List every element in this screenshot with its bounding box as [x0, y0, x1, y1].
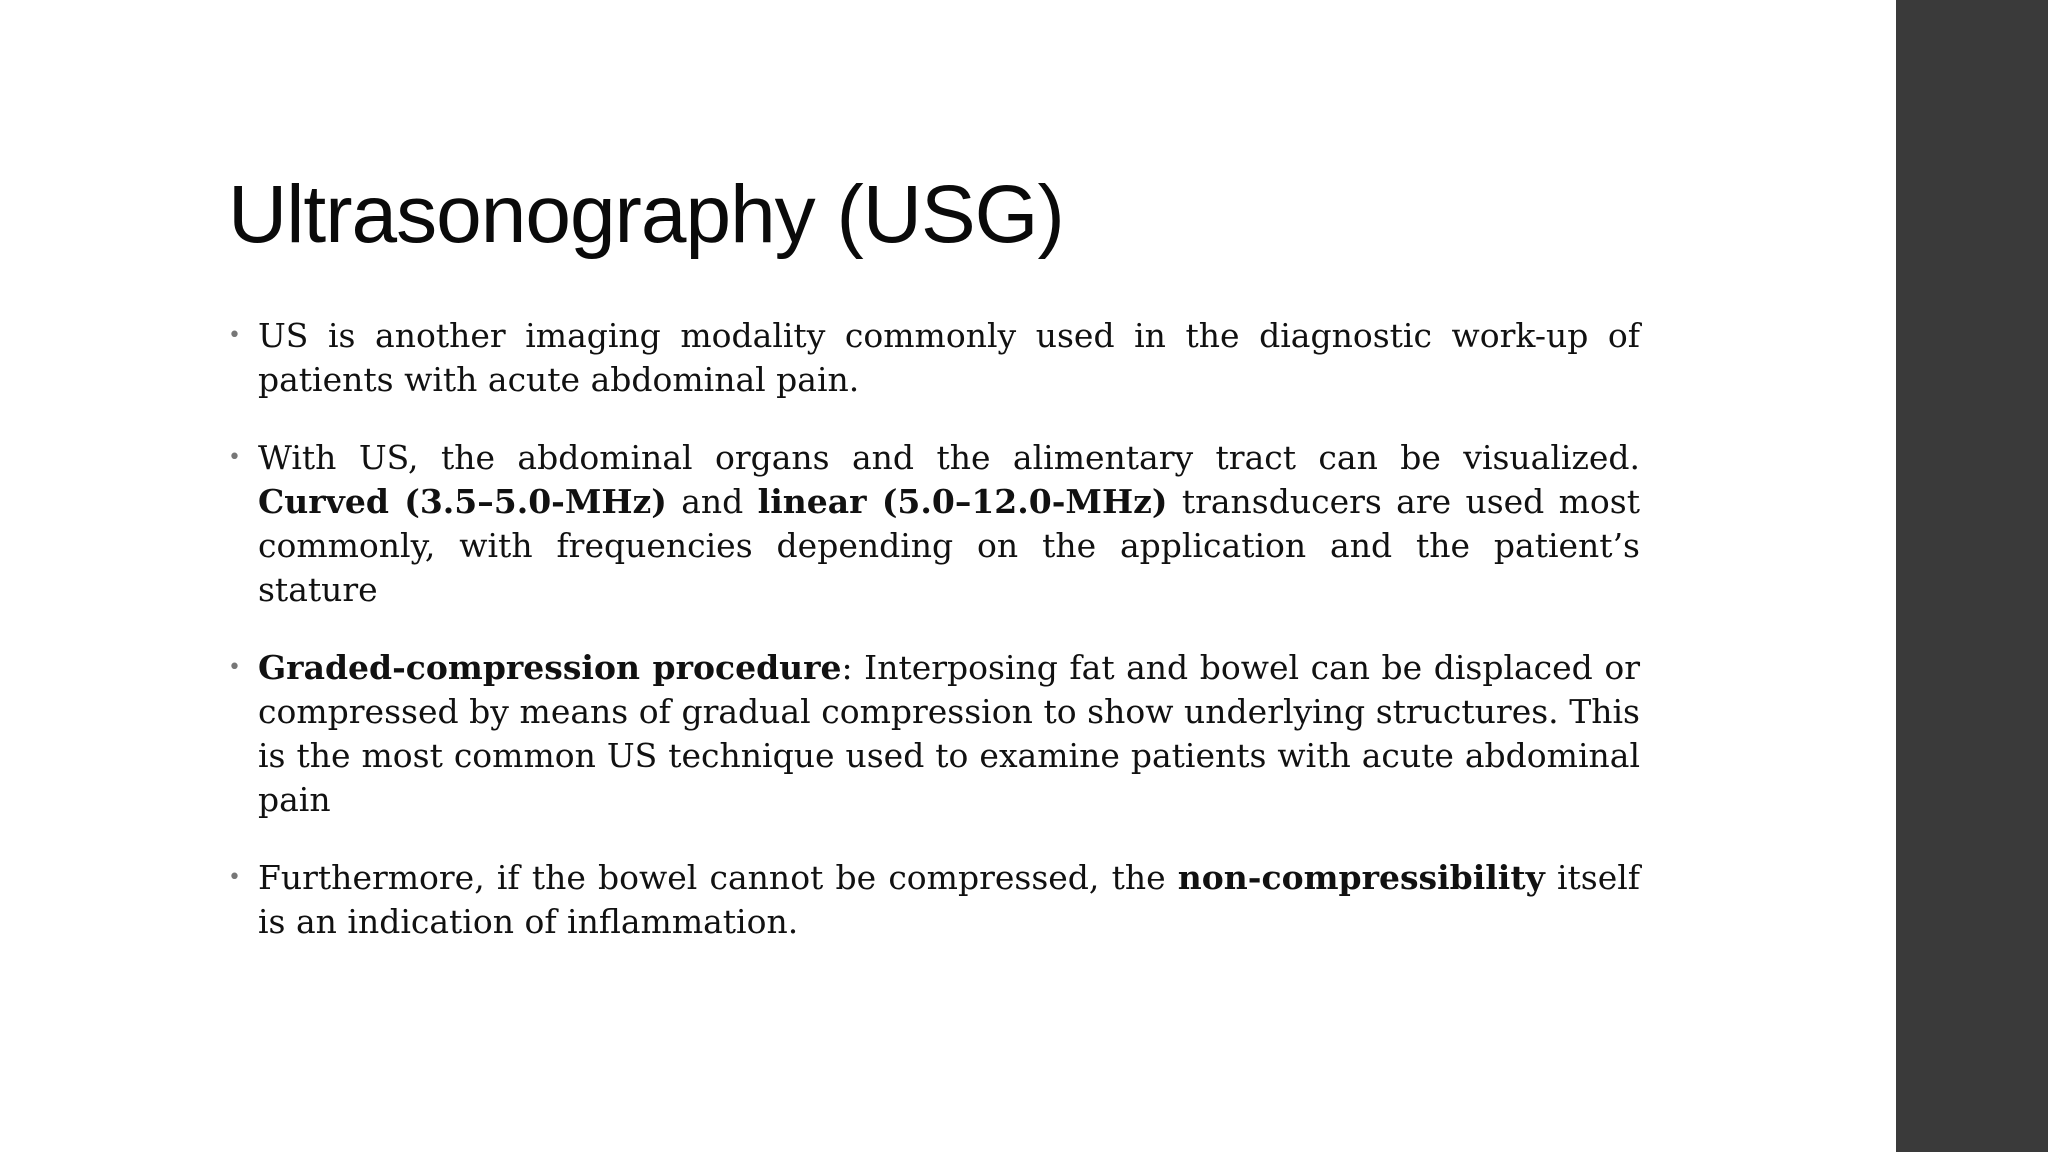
bullet-4-text-a: Furthermore, if the bowel cannot be compressed, the — [258, 858, 1178, 897]
bullet-2-bold-linear: linear (5.0–12.0-MHz) — [757, 482, 1168, 521]
bullet-3-bold-term: Graded-compression procedure — [258, 648, 842, 687]
bullet-4-text-b: itself is an indication of inflammation. — [258, 858, 1640, 941]
bullet-item-4 — [228, 856, 1640, 944]
bullet-3-text: : Interposing fat and bowel can be displaced or compressed by means of gradual compression to show underlying structures. This is the most common US technique used to examine patients with acute abdominal pain — [258, 648, 1640, 819]
bullet-dot-icon: • — [228, 655, 241, 680]
bullet-4-bold-term: non-compressibility — [1177, 858, 1545, 897]
side-bar — [1896, 0, 2048, 1152]
bullet-dot-icon: • — [228, 323, 241, 348]
bullet-1-text: US is another imaging modality commonly used in the diagnostic work-up of patients with acute abdominal pain. — [258, 316, 1640, 399]
bullet-item-1 — [228, 314, 1640, 402]
bullet-2-text-c: transducers are used most commonly, with frequencies depending on the application and the patient’s stature — [258, 482, 1640, 609]
bullet-2-text-b: and — [666, 482, 758, 521]
bullet-list — [228, 314, 1640, 978]
slide-title: Ultrasonography (USG) — [228, 169, 1064, 260]
bullet-dot-icon: • — [228, 445, 241, 470]
bullet-dot-icon: • — [228, 865, 241, 890]
bullet-2-text-a: With US, the abdominal organs and the alimentary tract can be visualized. — [258, 438, 1640, 477]
bullet-2-bold-curved: Curved (3.5–5.0-MHz) — [258, 482, 667, 521]
bullet-item-3 — [228, 646, 1640, 822]
bullet-item-2 — [228, 436, 1640, 612]
